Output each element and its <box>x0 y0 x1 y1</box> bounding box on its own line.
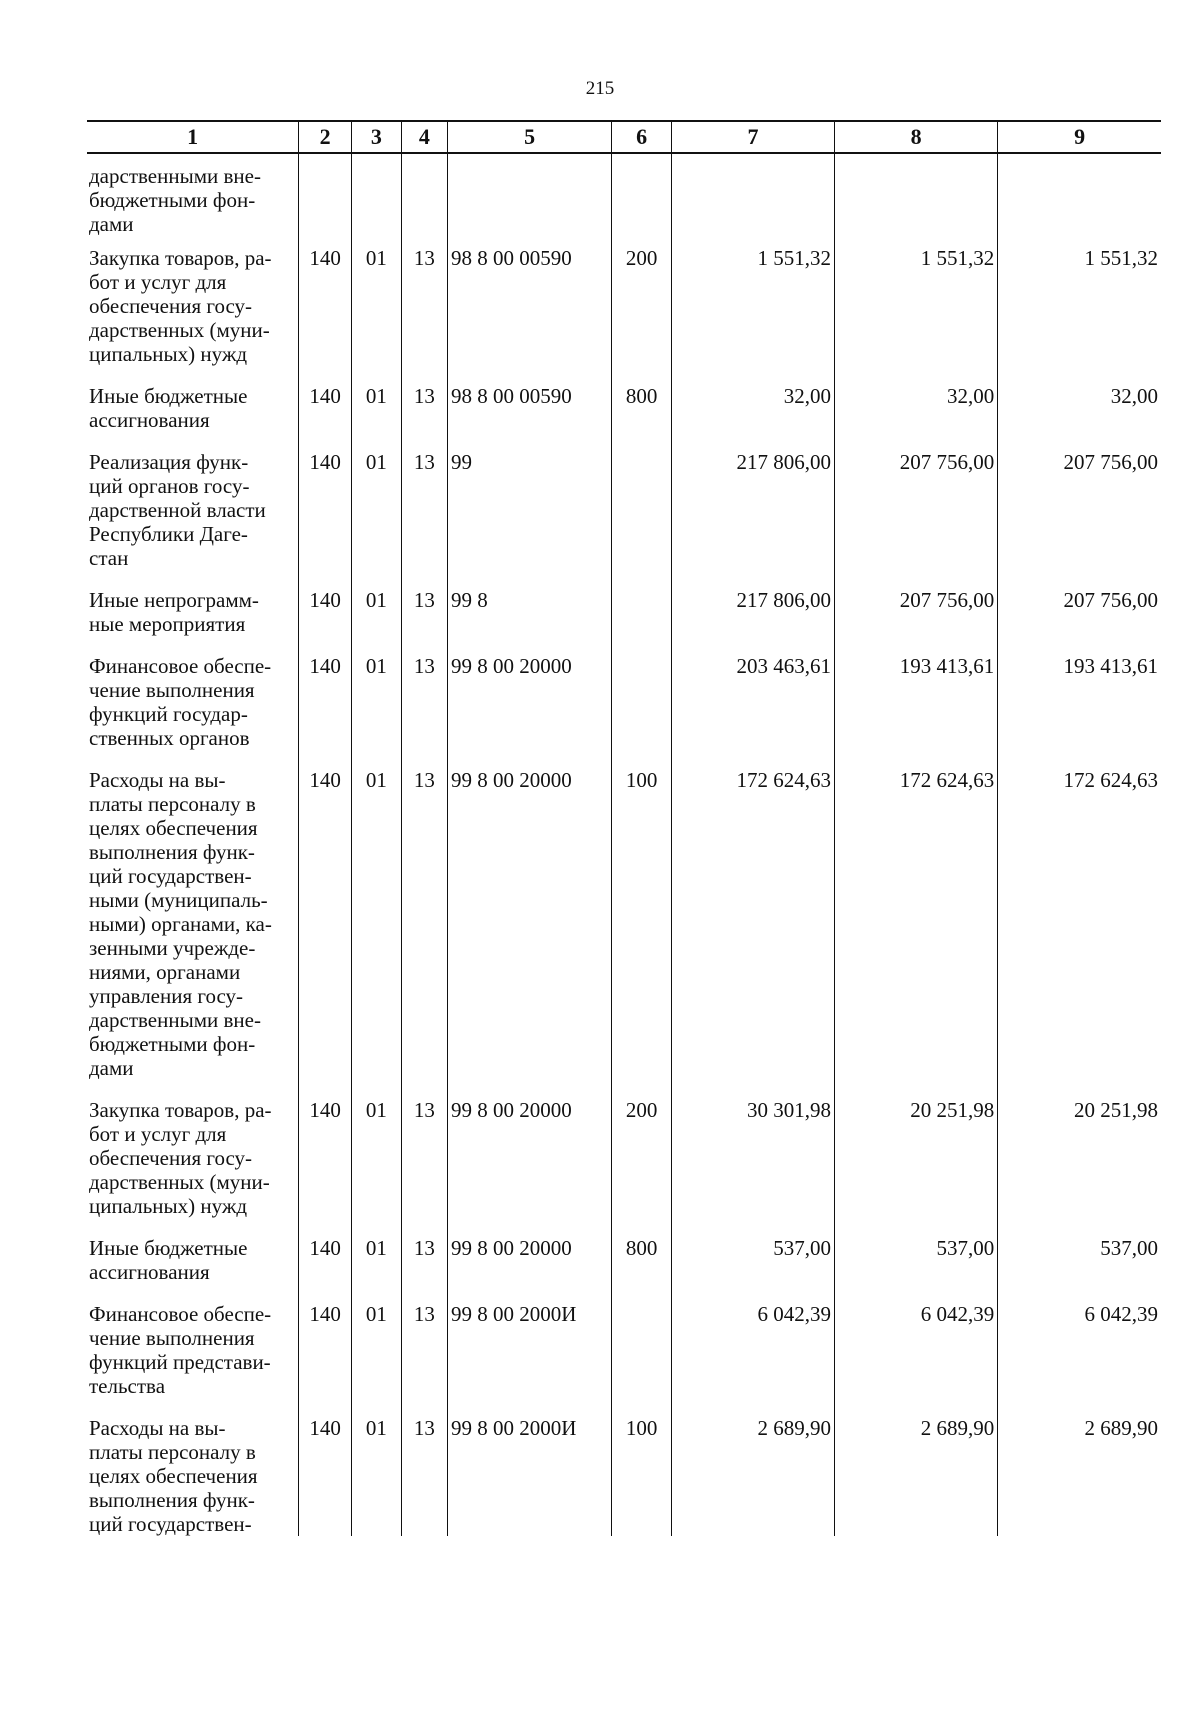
cell-col-2: 140 <box>299 1416 352 1536</box>
row-description-text: Иные бюджетные ассигнования <box>89 384 248 432</box>
cell-col-2: 140 <box>299 654 352 768</box>
cell-col-4 <box>401 153 447 246</box>
cell-col-6 <box>612 654 672 768</box>
row-description <box>87 1416 299 1536</box>
cell-col-4: 13 <box>401 450 447 588</box>
header-col-1: 1 <box>87 121 299 153</box>
cell-col-3: 01 <box>352 1416 402 1536</box>
cell-col-8: 2 689,90 <box>835 1416 998 1536</box>
row-description <box>87 654 299 768</box>
cell-col-4: 13 <box>401 588 447 654</box>
row-description <box>87 1236 299 1302</box>
table-row <box>87 246 1161 384</box>
table-row <box>87 153 1161 246</box>
table-row <box>87 768 1161 1098</box>
row-description-text: дарственными вне- бюджетными фон- дами <box>89 164 261 236</box>
row-description <box>87 450 299 588</box>
cell-col-5: 99 8 00 20000 <box>448 1098 612 1236</box>
cell-col-6: 200 <box>612 246 672 384</box>
cell-col-7: 32,00 <box>671 384 834 450</box>
cell-col-9: 1 551,32 <box>998 246 1161 384</box>
cell-col-2: 140 <box>299 384 352 450</box>
cell-col-8: 20 251,98 <box>835 1098 998 1236</box>
header-col-9: 9 <box>998 121 1161 153</box>
row-description-text: Иные непрограмм- ные мероприятия <box>89 588 259 636</box>
cell-col-5 <box>448 153 612 246</box>
cell-col-9: 32,00 <box>998 384 1161 450</box>
cell-col-8: 6 042,39 <box>835 1302 998 1416</box>
header-row <box>87 121 1161 153</box>
row-description <box>87 768 299 1098</box>
cell-col-2: 140 <box>299 246 352 384</box>
table-row <box>87 588 1161 654</box>
row-description <box>87 153 299 246</box>
header-col-5: 5 <box>448 121 612 153</box>
cell-col-3: 01 <box>352 768 402 1098</box>
budget-table <box>87 120 1161 1536</box>
cell-col-6 <box>612 450 672 588</box>
header-col-4: 4 <box>401 121 447 153</box>
cell-col-5: 98 8 00 00590 <box>448 246 612 384</box>
header-col-2: 2 <box>299 121 352 153</box>
row-description-text: Финансовое обеспе- чение выполнения функций представи- тельства <box>89 1302 272 1398</box>
header-col-7: 7 <box>671 121 834 153</box>
table-row <box>87 1236 1161 1302</box>
cell-col-7: 2 689,90 <box>671 1416 834 1536</box>
cell-col-8: 207 756,00 <box>835 450 998 588</box>
cell-col-2: 140 <box>299 1236 352 1302</box>
cell-col-8 <box>835 153 998 246</box>
cell-col-3: 01 <box>352 1236 402 1302</box>
cell-col-8: 207 756,00 <box>835 588 998 654</box>
row-description <box>87 384 299 450</box>
cell-col-9: 20 251,98 <box>998 1098 1161 1236</box>
cell-col-5: 99 8 00 20000 <box>448 1236 612 1302</box>
row-description-text: Расходы на вы- платы персоналу в целях обеспечения выполнения функ- ций государствен- <box>89 1416 258 1536</box>
cell-col-9: 193 413,61 <box>998 654 1161 768</box>
cell-col-4: 13 <box>401 768 447 1098</box>
cell-col-9 <box>998 153 1161 246</box>
cell-col-8: 32,00 <box>835 384 998 450</box>
cell-col-6: 100 <box>612 1416 672 1536</box>
cell-col-2: 140 <box>299 1302 352 1416</box>
cell-col-2: 140 <box>299 588 352 654</box>
cell-col-3 <box>352 153 402 246</box>
table-row <box>87 1098 1161 1236</box>
cell-col-2: 140 <box>299 768 352 1098</box>
cell-col-4: 13 <box>401 1098 447 1236</box>
cell-col-6 <box>612 588 672 654</box>
cell-col-7: 537,00 <box>671 1236 834 1302</box>
cell-col-4: 13 <box>401 1416 447 1536</box>
cell-col-9: 172 624,63 <box>998 768 1161 1098</box>
cell-col-5: 99 <box>448 450 612 588</box>
table-row <box>87 1302 1161 1416</box>
cell-col-7: 172 624,63 <box>671 768 834 1098</box>
cell-col-5: 99 8 <box>448 588 612 654</box>
page-number: 215 <box>585 78 615 99</box>
cell-col-4: 13 <box>401 1302 447 1416</box>
row-description <box>87 246 299 384</box>
cell-col-6: 800 <box>612 1236 672 1302</box>
cell-col-3: 01 <box>352 384 402 450</box>
row-description <box>87 1098 299 1236</box>
cell-col-8: 193 413,61 <box>835 654 998 768</box>
table-row <box>87 654 1161 768</box>
cell-col-8: 1 551,32 <box>835 246 998 384</box>
row-description <box>87 1302 299 1416</box>
cell-col-3: 01 <box>352 246 402 384</box>
row-description-text: Закупка товаров, ра- бот и услуг для обеспечения госу- дарственных (муни- ципальных) нужд <box>89 1098 272 1218</box>
header-col-6: 6 <box>612 121 672 153</box>
cell-col-4: 13 <box>401 654 447 768</box>
cell-col-3: 01 <box>352 654 402 768</box>
table-row <box>87 1416 1161 1536</box>
cell-col-8: 537,00 <box>835 1236 998 1302</box>
cell-col-6: 100 <box>612 768 672 1098</box>
cell-col-2 <box>299 153 352 246</box>
cell-col-4: 13 <box>401 384 447 450</box>
cell-col-8: 172 624,63 <box>835 768 998 1098</box>
cell-col-4: 13 <box>401 246 447 384</box>
cell-col-7: 203 463,61 <box>671 654 834 768</box>
cell-col-9: 207 756,00 <box>998 450 1161 588</box>
cell-col-5: 98 8 00 00590 <box>448 384 612 450</box>
cell-col-6: 200 <box>612 1098 672 1236</box>
cell-col-5: 99 8 00 20000 <box>448 654 612 768</box>
header-col-3: 3 <box>352 121 402 153</box>
cell-col-3: 01 <box>352 450 402 588</box>
cell-col-7: 217 806,00 <box>671 450 834 588</box>
cell-col-7: 1 551,32 <box>671 246 834 384</box>
cell-col-9: 2 689,90 <box>998 1416 1161 1536</box>
table-row <box>87 384 1161 450</box>
cell-col-4: 13 <box>401 1236 447 1302</box>
cell-col-6 <box>612 153 672 246</box>
cell-col-3: 01 <box>352 588 402 654</box>
row-description-text: Реализация функ- ций органов госу- дарственной власти Республики Даге- стан <box>89 450 266 570</box>
cell-col-9: 207 756,00 <box>998 588 1161 654</box>
cell-col-2: 140 <box>299 450 352 588</box>
cell-col-7: 30 301,98 <box>671 1098 834 1236</box>
cell-col-9: 6 042,39 <box>998 1302 1161 1416</box>
cell-col-5: 99 8 00 20000 <box>448 768 612 1098</box>
cell-col-3: 01 <box>352 1098 402 1236</box>
row-description-text: Закупка товаров, ра- бот и услуг для обеспечения госу- дарственных (муни- ципальных) нужд <box>89 246 272 366</box>
row-description <box>87 588 299 654</box>
cell-col-5: 99 8 00 2000И <box>448 1416 612 1536</box>
cell-col-5: 99 8 00 2000И <box>448 1302 612 1416</box>
table-row <box>87 450 1161 588</box>
cell-col-9: 537,00 <box>998 1236 1161 1302</box>
cell-col-6: 800 <box>612 384 672 450</box>
cell-col-7 <box>671 153 834 246</box>
header-col-8: 8 <box>835 121 998 153</box>
cell-col-7: 6 042,39 <box>671 1302 834 1416</box>
row-description-text: Расходы на вы- платы персоналу в целях обеспечения выполнения функ- ций государствен- ными (муниципаль- ными) органами, ка- зенными учрежде- ниями, органами управления госу- дарственными вне- бюджетными фон- дами <box>89 768 272 1080</box>
row-description-text: Иные бюджетные ассигнования <box>89 1236 248 1284</box>
row-description-text: Финансовое обеспе- чение выполнения функций государ- ственных органов <box>89 654 272 750</box>
cell-col-6 <box>612 1302 672 1416</box>
cell-col-7: 217 806,00 <box>671 588 834 654</box>
cell-col-2: 140 <box>299 1098 352 1236</box>
cell-col-3: 01 <box>352 1302 402 1416</box>
